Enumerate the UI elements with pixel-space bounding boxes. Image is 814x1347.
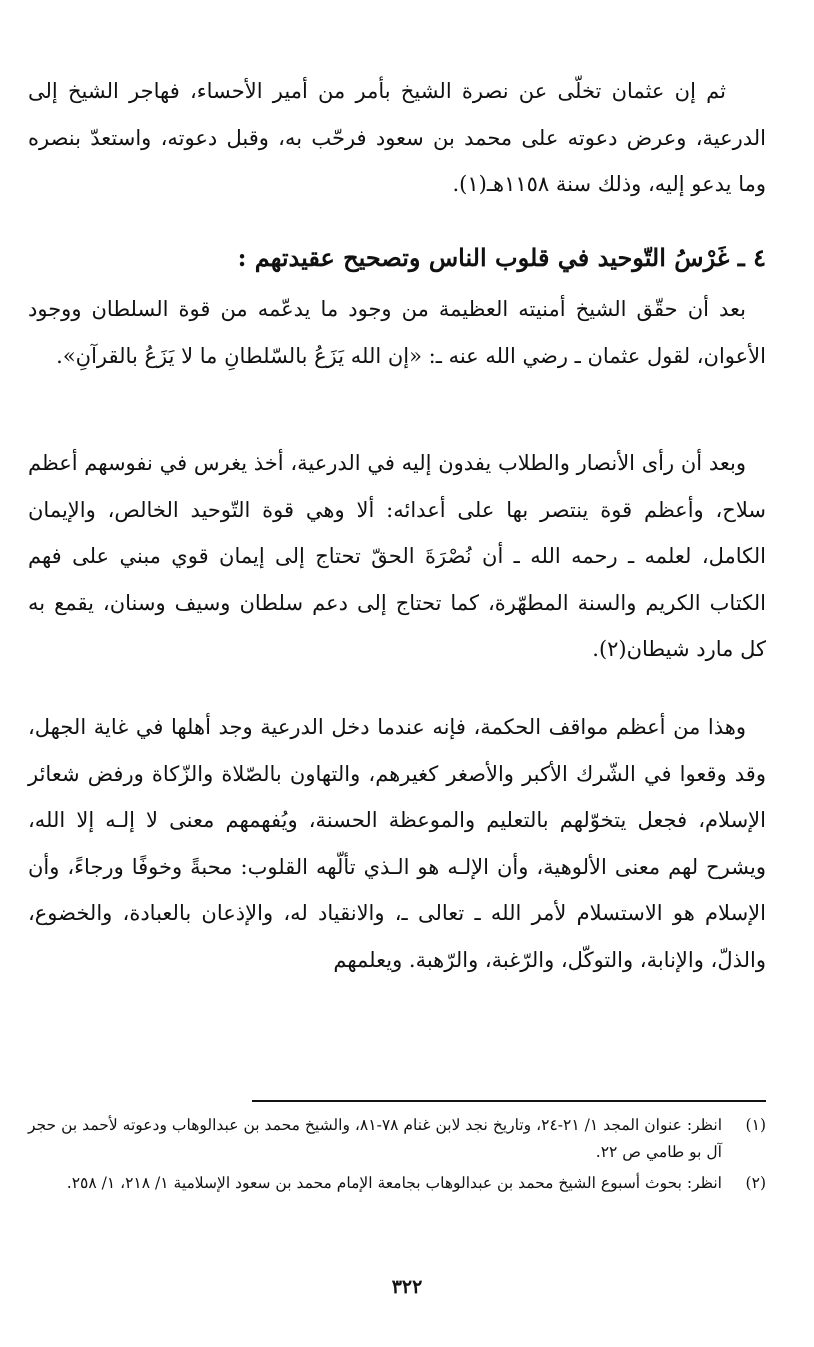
paragraph-tawhid: وبعد أن رأى الأنصار والطلاب يفدون إليه في الدرعية، أخذ يغرس في نفوسهم أعظم سلاح، وأعظم قوة ينتصر بها على أعدائه: ألا وهي قوة التّوحيد الخالص، والإيمان الكامل، لعلمه ـ رحمه الله ـ أن نُصْرَةَ الحقّ تحتاج إلى إيمان قوي مبني على فهم الكتاب الكريم والسنة المطهّرة، كما تحتاج إلى دعم سلطان وسيف وسنان، يقمع به كل مارد شيطان(٢). (28, 451, 766, 661)
footnote-divider (252, 1100, 766, 1102)
footnote-1 (28, 1112, 766, 1166)
footnote-text: انظر: عنوان المجد ١/ ٢١-٢٤، وتاريخ نجد لابن غنام ٧٨-٨١، والشيخ محمد بن عبدالوهاب ودعوته لأحمد بن حجر آل بو طامي ص ٢٢. (28, 1116, 722, 1161)
footnote-number: (١) (745, 1116, 766, 1134)
paragraph-wisdom: وهذا من أعظم مواقف الحكمة، فإنه عندما دخل الدرعية وجد أهلها في غاية الجهل، وقد وقعوا في الشّرك الأكبر والأصغر كغيرهم، والتهاون بالصّلاة والزّكاة ورفض شعائر الإسلام، فجعل يتخوّلهم بالتعليم والموعظة الحسنة، ويُفهمهم معنى لا إلـه إلا الله، ويشرح لهم معنى الألوهية، وأن الإلـه هو الـذي تألّهه القلوب: محبةً وخوفًا ورجاءً، وأن الإسلام هو الاستسلام لأمر الله ـ تعالى ـ، والانقياد له، والإذعان بالعبادة، والخضوع، والذلّ، والإنابة، والتوكّل، والرّغبة، والرّهبة. ويعلمهم (28, 715, 766, 972)
paragraph-hijra: ثم إن عثمان تخلّى عن نصرة الشيخ بأمر من أمير الأحساء، فهاجر الشيخ إلى الدرعية، وعرض دعوته على محمد بن سعود فرحّب به، وقبل دعوته، واستعدّ بنصره وما يدعو إليه، وذلك سنة ١١٥٨هـ(١). (28, 79, 766, 196)
footnote-text: انظر: بحوث أسبوع الشيخ محمد بن عبدالوهاب بجامعة الإمام محمد بن سعود الإسلامية ١/ ٢١٨، ١/ ٢٥٨. (66, 1174, 722, 1192)
footnotes (28, 1112, 766, 1201)
footnote-number: (٢) (745, 1174, 766, 1192)
paragraph-sultan: بعد أن حقّق الشيخ أمنيته العظيمة من وجود ما يدعّمه من قوة السلطان ووجود الأعوان، لقول عثمان ـ رضي الله عنه ـ: «إن الله يَزَعُ بالسّلطانِ ما لا يَزَعُ بالقرآنِ». (28, 297, 766, 368)
section-heading: ٤ ـ غَرْسُ التّوحيد في قلوب الناس وتصحيح عقيدتهم : (237, 243, 766, 272)
page-number: ٣٢٢ (391, 1276, 423, 1298)
footnote-2 (28, 1170, 766, 1197)
